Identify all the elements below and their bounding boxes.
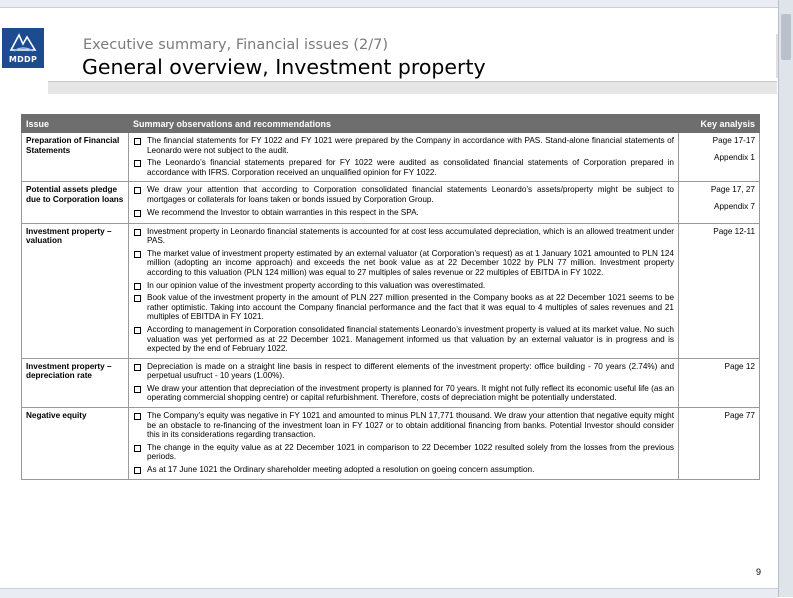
bullet-text: We draw your attention that according to Corporation consolidated financial statements Leonardo’s assets/property might be subject to mortgages or collaterals for loans taken or bonds issued by Corporation Group. <box>147 185 674 204</box>
key-analysis-cell <box>679 133 760 182</box>
issue-cell: Negative equity <box>22 408 129 480</box>
bullet-item <box>133 208 674 218</box>
vertical-scrollbar[interactable] <box>778 0 793 597</box>
overview-table <box>21 114 760 480</box>
window-top-edge <box>0 0 778 8</box>
table-row <box>22 223 760 358</box>
slide-subtitle: Executive summary, Financial issues (2/7) <box>83 37 389 53</box>
page-reference: Page 17-17 <box>712 136 755 145</box>
checkbox-bullet-icon <box>134 229 141 236</box>
bullet-item <box>133 411 674 440</box>
bullet-item <box>133 465 674 475</box>
bullet-item <box>133 325 674 354</box>
key-analysis-cell <box>679 182 760 223</box>
checkbox-bullet-icon <box>134 364 141 371</box>
summary-cell <box>129 223 679 358</box>
bullet-item <box>133 281 674 291</box>
bullet-item <box>133 158 674 177</box>
bullet-item <box>133 443 674 462</box>
summary-cell <box>129 408 679 480</box>
checkbox-bullet-icon <box>134 467 141 474</box>
header-decoration <box>776 34 778 78</box>
table-row <box>22 408 760 480</box>
checkbox-bullet-icon <box>134 386 141 393</box>
table-row <box>22 182 760 223</box>
appendix-reference: Appendix 7 <box>714 201 755 211</box>
appendix-reference: Appendix 1 <box>714 152 755 162</box>
title-divider <box>48 81 777 94</box>
issue-cell: Investment property – valuation <box>22 223 129 358</box>
checkbox-bullet-icon <box>134 295 141 302</box>
bullet-text: We recommend the Investor to obtain warranties in this respect in the SPA. <box>147 207 419 217</box>
checkbox-bullet-icon <box>134 187 141 194</box>
checkbox-bullet-icon <box>134 283 141 290</box>
key-analysis-cell <box>679 358 760 407</box>
bullet-text: The Company’s equity was negative in FY 1021 and amounted to minus PLN 17,771 thousand. We draw your attention that negative equity might be an obstacle to re-financing of the investment loan in FY 1027 or to obtain additional financing from banks. Potential Investor should consider this in its considerations regarding transaction. <box>147 411 674 440</box>
bullet-item <box>133 249 674 278</box>
table-row <box>22 133 760 182</box>
bullet-text: The financial statements for FY 1022 and FY 1021 were prepared by the Company in accordance with PAS. Stand-alone financial statements of Leonardo were not subject to the audit. <box>147 136 674 155</box>
bullet-item <box>133 185 674 204</box>
key-analysis-cell <box>679 408 760 480</box>
bullet-text: Investment property in Leonardo financial statements is accounted for at cost less accumulated depreciation, which is an allowed treatment under PAS. <box>147 226 674 246</box>
bullet-item <box>133 362 674 381</box>
bullet-text: The Leonardo’s financial statements prepared for FY 1022 were audited as consolidated financial statements of Corporation prepared in accordance with IFRS. Corporation received an unqualified opinion for FY 1022. <box>147 158 674 177</box>
issue-cell: Preparation of Financial Statements <box>22 133 129 182</box>
logo-swoosh-icon <box>9 32 37 54</box>
bullet-text: Depreciation is made on a straight line basis in respect to different elements of the investment property: office building - 70 years (2.74%) and perpetual usufruct - 10 years (1.00%). <box>147 361 674 381</box>
company-logo <box>2 28 44 68</box>
checkbox-bullet-icon <box>134 210 141 217</box>
table-header-row <box>22 115 760 133</box>
summary-cell <box>129 133 679 182</box>
bullet-text: Book value of the investment property in the amount of PLN 227 million presented in the Company books as at 22 December 1021 seems to be rather optimistic. Taking into account the Company financial performance and the fact that it was equal to 4 multiples of sales revenues and 21 multiples of EBITDA in FY 1021. <box>147 293 674 322</box>
bullet-item <box>133 227 674 246</box>
checkbox-bullet-icon <box>134 327 141 334</box>
page-reference: Page 17, 27 <box>710 185 755 195</box>
bullet-item <box>133 136 674 155</box>
bullet-text: As at 17 June 1021 the Ordinary shareholder meeting adopted a resolution on goeing concern assumption. <box>147 465 535 475</box>
checkbox-bullet-icon <box>134 251 141 258</box>
bullet-text: We draw your attention that depreciation of the investment property is planned for 70 years. It might not fully reflect its economic useful life (as an operating commercial shopping centre) or capital refurbishment. Therefore, costs of depreciation might be potentially understated. <box>147 383 674 403</box>
summary-cell <box>129 358 679 407</box>
slide-title: General overview, Investment property <box>82 55 486 79</box>
column-header-issue: Issue <box>22 115 129 133</box>
column-header-key-analysis: Key analysis <box>679 115 760 133</box>
page-reference: Page 12 <box>724 361 755 371</box>
bullet-text: According to management in Corporation consolidated financial statements Leonardo’s investment property is valued at its market value. No such valuation was yet performed as at 22 December 1021. Management informed us that valuation by an external valuator is in progress and is expected by the end of February 1022. <box>147 324 674 354</box>
checkbox-bullet-icon <box>134 138 141 145</box>
logo-text: MDDP <box>8 55 38 64</box>
checkbox-bullet-icon <box>134 160 141 167</box>
page-number: 9 <box>756 567 762 577</box>
key-analysis-cell <box>679 223 760 358</box>
bullet-text: In our opinion value of the investment property according to this valuation was overestimated. <box>147 280 486 290</box>
bullet-text: The change in the equity value as at 22 December 1021 in comparison to 22 December 1022 resulted solely from the losses from the previous periods. <box>147 442 674 462</box>
column-header-summary: Summary observations and recommendations <box>129 115 679 133</box>
page-reference: Page 77 <box>724 411 755 421</box>
bullet-text: The market value of investment property estimated by an external valuator (at Corporation’s request) as at 1 January 1021 amounted to PLN 124 million (adopting an income approach) and exceeds the net book value as at 22 December 1022 by PLN 77 million. Investment property according to this valuation (PLN 124 million) was equal to 27 multiples of sales revenue or 22 multiples of EBITDA in FY 1022. <box>147 248 674 277</box>
scrollbar-thumb[interactable] <box>781 14 791 60</box>
issue-cell: Investment property – depreciation rate <box>22 358 129 407</box>
checkbox-bullet-icon <box>134 413 141 420</box>
bullet-item <box>133 293 674 322</box>
table-row <box>22 358 760 407</box>
summary-cell <box>129 182 679 223</box>
bullet-item <box>133 384 674 403</box>
issue-cell: Potential assets pledge due to Corporation loans <box>22 182 129 223</box>
page-reference: Page 12-11 <box>713 226 755 236</box>
checkbox-bullet-icon <box>134 445 141 452</box>
